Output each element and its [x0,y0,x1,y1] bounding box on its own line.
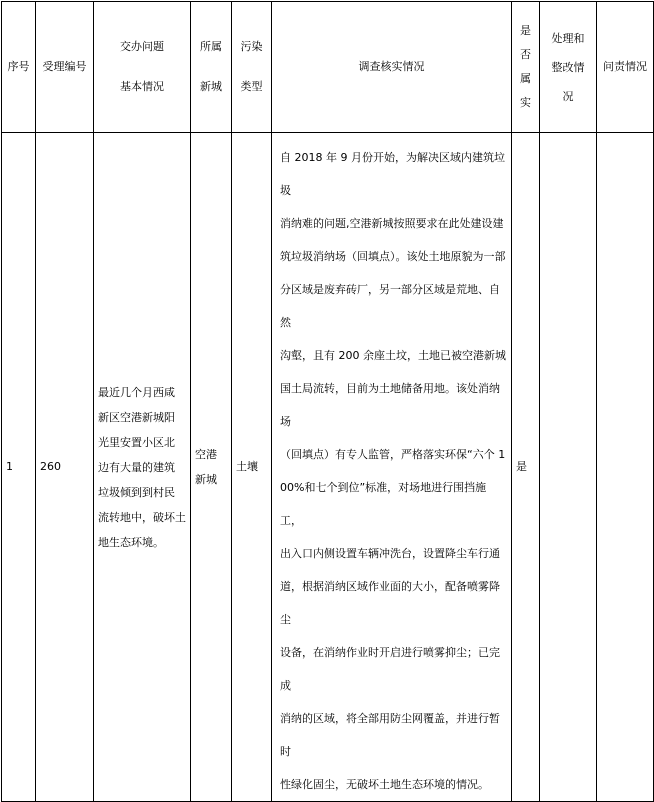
cell-accept-no: 260 [36,133,94,802]
header-accountability: 问责情况 [597,2,654,133]
cell-pollution: 土壤 [232,133,272,802]
cell-handling [540,133,597,802]
investigation-line: 自 2018 年 9 月份开始，为解决区域内建筑垃圾 [280,151,505,197]
header-verified-char: 是 [520,24,531,37]
cell-issue [94,133,191,802]
header-row [2,2,654,133]
header-investigation: 调查核实情况 [272,2,512,133]
issue-line: 新区空港新城阳 [98,410,175,424]
header-handling [540,2,597,133]
table-row [2,133,654,802]
header-district-line1: 所属 [200,40,222,53]
issue-line: 边有大量的建筑 [98,460,175,474]
district-line: 空港 [195,448,217,461]
header-handling-line: 处理和 [551,31,585,45]
investigation-line: 消纳的区域，将全部用防尘网覆盖，并进行暂时 [280,712,500,758]
issue-line: 垃圾倾到到村民 [98,485,175,499]
investigation-line: 出入口内侧设置车辆冲洗台，设置降尘车行通 [280,547,500,560]
investigation-line: 道，根据消纳区域作业面的大小，配备喷雾降尘 [280,580,500,626]
issue-line: 地生态环境。 [98,535,164,549]
investigation-line: 设备，在消纳作业时开启进行喷雾抑尘；已完成 [280,646,500,692]
cell-verified: 是 [512,133,540,802]
header-pollution-line2: 类型 [240,80,263,93]
header-verified-char: 实 [520,96,531,109]
header-issue-line2: 基本情况 [120,80,164,93]
header-verified-char: 属 [520,72,531,85]
investigation-line: 00%和七个到位”标准，对场地进行围挡施工， [280,481,487,527]
header-issue-line1: 交办问题 [120,40,164,53]
investigation-line: 沟壑，且有 200 余座土坟，土地已被空港新城 [280,349,506,362]
header-verified [512,2,540,133]
cell-seq: 1 [2,133,36,802]
issue-line: 流转地中，破坏土 [98,510,186,524]
header-pollution-line1: 污染 [240,40,263,53]
header-issue [94,2,191,133]
header-district-line2: 新城 [200,80,222,93]
header-handling-line: 况 [562,89,574,103]
investigation-line: （回填点）有专人监管，严格落实环保“六个 1 [280,448,506,461]
issue-line: 最近几个月西咸 [98,385,175,399]
investigation-line: 分区域是废弃砖厂，另一部分区域是荒地、自然 [280,283,500,329]
cell-district [191,133,232,802]
investigation-line: 国土局流转，目前为土地储备用地。该处消纳场 [280,382,500,428]
header-seq: 序号 [2,2,36,133]
case-table [1,1,654,802]
investigation-line: 筑垃圾消纳场（回填点）。该处土地原貌为一部 [280,250,506,263]
header-accept-no: 受理编号 [36,2,94,133]
issue-line: 光里安置小区北 [98,435,175,449]
cell-investigation [272,133,512,802]
header-pollution [232,2,272,133]
header-handling-line: 整改情 [551,60,585,74]
district-line: 新城 [195,473,217,486]
header-verified-char: 否 [520,48,531,61]
cell-accountability [597,133,654,802]
investigation-line: 消纳难的问题,空港新城按照要求在此处建设建 [280,217,504,230]
header-district [191,2,232,133]
investigation-line: 性绿化固尘，无破坏土地生态环境的情况。 [280,778,489,791]
